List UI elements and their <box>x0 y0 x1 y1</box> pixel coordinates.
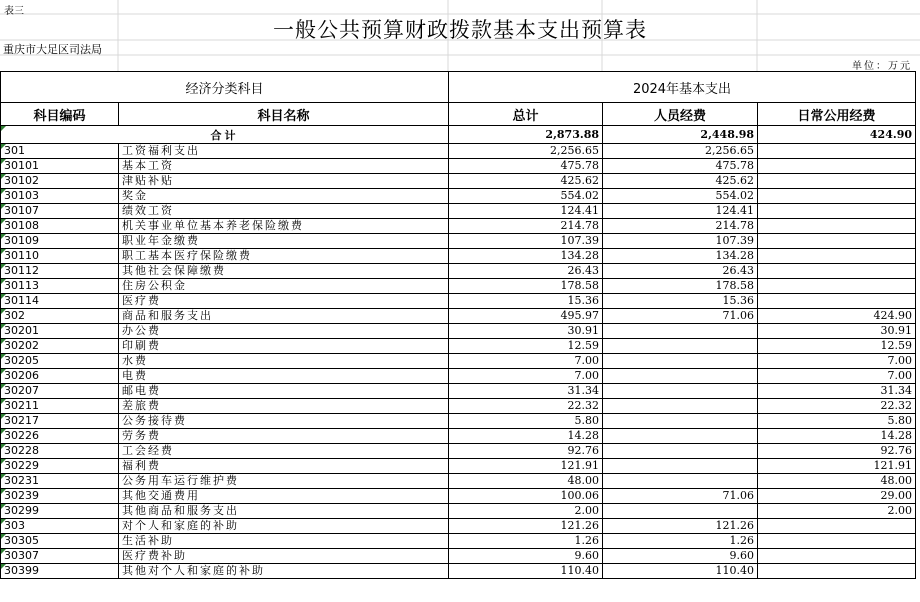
row-total: 26.43 <box>449 264 603 279</box>
row-public <box>758 294 916 309</box>
row-total: 48.00 <box>449 474 603 489</box>
row-public <box>758 189 916 204</box>
row-code: 30112 <box>1 264 119 279</box>
row-personnel: 71.06 <box>603 309 758 324</box>
table-row <box>1 474 916 489</box>
name-column-header: 科目名称 <box>119 103 449 126</box>
row-code: 302 <box>1 309 119 324</box>
table-row <box>1 204 916 219</box>
row-public <box>758 204 916 219</box>
row-code: 30305 <box>1 534 119 549</box>
row-name: 差旅费 <box>119 399 449 414</box>
table-row <box>1 549 916 564</box>
row-name: 水费 <box>119 354 449 369</box>
row-total: 495.97 <box>449 309 603 324</box>
row-public <box>758 159 916 174</box>
row-public: 92.76 <box>758 444 916 459</box>
row-code: 30102 <box>1 174 119 189</box>
row-personnel: 110.40 <box>603 564 758 579</box>
table-row <box>1 174 916 189</box>
row-code: 30399 <box>1 564 119 579</box>
personnel-column-header: 人员经费 <box>603 103 758 126</box>
table-row <box>1 159 916 174</box>
row-name: 工资福利支出 <box>119 144 449 159</box>
table-row <box>1 414 916 429</box>
row-personnel <box>603 459 758 474</box>
row-code: 30217 <box>1 414 119 429</box>
row-total: 475.78 <box>449 159 603 174</box>
row-public: 2.00 <box>758 504 916 519</box>
row-public <box>758 234 916 249</box>
row-personnel: 15.36 <box>603 294 758 309</box>
row-code: 30114 <box>1 294 119 309</box>
row-total: 124.41 <box>449 204 603 219</box>
row-personnel: 2,256.65 <box>603 144 758 159</box>
row-total: 12.59 <box>449 339 603 354</box>
row-total: 5.80 <box>449 414 603 429</box>
table-row <box>1 369 916 384</box>
row-personnel <box>603 339 758 354</box>
row-public: 22.32 <box>758 399 916 414</box>
row-name: 劳务费 <box>119 429 449 444</box>
row-total: 30.91 <box>449 324 603 339</box>
row-code: 30206 <box>1 369 119 384</box>
row-name: 邮电费 <box>119 384 449 399</box>
table-row <box>1 144 916 159</box>
row-personnel: 425.62 <box>603 174 758 189</box>
row-code: 30202 <box>1 339 119 354</box>
table-row <box>1 429 916 444</box>
row-name: 商品和服务支出 <box>119 309 449 324</box>
table-row <box>1 519 916 534</box>
row-total: 554.02 <box>449 189 603 204</box>
table-row <box>1 534 916 549</box>
row-name: 福利费 <box>119 459 449 474</box>
row-code: 30201 <box>1 324 119 339</box>
year-group-header: 2024年基本支出 <box>449 72 916 103</box>
row-name: 公务接待费 <box>119 414 449 429</box>
row-public <box>758 534 916 549</box>
row-total: 7.00 <box>449 369 603 384</box>
totals-total: 2,873.88 <box>449 126 603 144</box>
row-public <box>758 549 916 564</box>
row-total: 7.00 <box>449 354 603 369</box>
row-total: 92.76 <box>449 444 603 459</box>
row-public: 5.80 <box>758 414 916 429</box>
row-code: 30109 <box>1 234 119 249</box>
table-row <box>1 324 916 339</box>
row-public: 121.91 <box>758 459 916 474</box>
row-name: 住房公积金 <box>119 279 449 294</box>
row-public: 424.90 <box>758 309 916 324</box>
row-total: 110.40 <box>449 564 603 579</box>
row-name: 其他对个人和家庭的补助 <box>119 564 449 579</box>
econ-group-header: 经济分类科目 <box>1 72 449 103</box>
row-personnel: 178.58 <box>603 279 758 294</box>
row-name: 奖金 <box>119 189 449 204</box>
table-row <box>1 444 916 459</box>
organization-name: 重庆市大足区司法局 <box>3 43 102 56</box>
row-public <box>758 249 916 264</box>
row-personnel <box>603 399 758 414</box>
row-code: 30113 <box>1 279 119 294</box>
row-code: 30107 <box>1 204 119 219</box>
row-total: 178.58 <box>449 279 603 294</box>
row-personnel: 121.26 <box>603 519 758 534</box>
table-row <box>1 459 916 474</box>
row-public <box>758 219 916 234</box>
row-public <box>758 174 916 189</box>
row-total: 425.62 <box>449 174 603 189</box>
row-name: 绩效工资 <box>119 204 449 219</box>
row-public <box>758 564 916 579</box>
row-name: 基本工资 <box>119 159 449 174</box>
row-public: 29.00 <box>758 489 916 504</box>
row-name: 津贴补贴 <box>119 174 449 189</box>
row-personnel: 71.06 <box>603 489 758 504</box>
row-total: 14.28 <box>449 429 603 444</box>
row-name: 其他交通费用 <box>119 489 449 504</box>
totals-public: 424.90 <box>758 126 916 144</box>
total-column-header: 总计 <box>449 103 603 126</box>
totals-row <box>1 126 916 144</box>
table-row <box>1 219 916 234</box>
row-code: 30239 <box>1 489 119 504</box>
row-name: 生活补助 <box>119 534 449 549</box>
table-row <box>1 234 916 249</box>
row-name: 印刷费 <box>119 339 449 354</box>
table-label: 表三 <box>4 6 24 17</box>
row-public: 7.00 <box>758 354 916 369</box>
row-personnel <box>603 474 758 489</box>
table-row <box>1 399 916 414</box>
table-row <box>1 354 916 369</box>
row-public: 12.59 <box>758 339 916 354</box>
row-personnel: 124.41 <box>603 204 758 219</box>
row-public <box>758 264 916 279</box>
row-total: 9.60 <box>449 549 603 564</box>
row-code: 30231 <box>1 474 119 489</box>
row-personnel: 107.39 <box>603 234 758 249</box>
row-code: 30228 <box>1 444 119 459</box>
row-code: 30110 <box>1 249 119 264</box>
row-name: 机关事业单位基本养老保险缴费 <box>119 219 449 234</box>
row-name: 其他社会保障缴费 <box>119 264 449 279</box>
table-row <box>1 189 916 204</box>
row-code: 30299 <box>1 504 119 519</box>
row-personnel: 475.78 <box>603 159 758 174</box>
row-total: 1.26 <box>449 534 603 549</box>
row-code: 30205 <box>1 354 119 369</box>
table-row <box>1 249 916 264</box>
row-public <box>758 519 916 534</box>
row-code: 30226 <box>1 429 119 444</box>
table-row <box>1 279 916 294</box>
row-name: 办公费 <box>119 324 449 339</box>
row-public: 30.91 <box>758 324 916 339</box>
table-row <box>1 264 916 279</box>
row-personnel: 1.26 <box>603 534 758 549</box>
row-public: 14.28 <box>758 429 916 444</box>
row-name: 职工基本医疗保险缴费 <box>119 249 449 264</box>
row-personnel: 554.02 <box>603 189 758 204</box>
header-row-columns <box>1 103 916 126</box>
row-personnel <box>603 384 758 399</box>
row-total: 107.39 <box>449 234 603 249</box>
row-personnel <box>603 429 758 444</box>
row-personnel <box>603 369 758 384</box>
row-name: 公务用车运行维护费 <box>119 474 449 489</box>
row-code: 30207 <box>1 384 119 399</box>
table-row <box>1 339 916 354</box>
row-personnel: 214.78 <box>603 219 758 234</box>
table-row <box>1 564 916 579</box>
row-total: 22.32 <box>449 399 603 414</box>
row-personnel <box>603 414 758 429</box>
row-personnel <box>603 354 758 369</box>
table-row <box>1 384 916 399</box>
row-total: 15.36 <box>449 294 603 309</box>
row-code: 30307 <box>1 549 119 564</box>
row-code: 30108 <box>1 219 119 234</box>
table-row <box>1 309 916 324</box>
row-public: 48.00 <box>758 474 916 489</box>
header-row-groups <box>1 72 916 103</box>
table-row <box>1 504 916 519</box>
row-total: 121.91 <box>449 459 603 474</box>
row-total: 121.26 <box>449 519 603 534</box>
totals-label: 合计 <box>1 126 449 144</box>
row-code: 30101 <box>1 159 119 174</box>
row-total: 2.00 <box>449 504 603 519</box>
row-public: 31.34 <box>758 384 916 399</box>
table-row <box>1 489 916 504</box>
row-total: 100.06 <box>449 489 603 504</box>
row-name: 其他商品和服务支出 <box>119 504 449 519</box>
row-total: 2,256.65 <box>449 144 603 159</box>
row-public: 7.00 <box>758 369 916 384</box>
row-name: 职业年金缴费 <box>119 234 449 249</box>
row-total: 214.78 <box>449 219 603 234</box>
table-row <box>1 294 916 309</box>
row-code: 30211 <box>1 399 119 414</box>
budget-table <box>0 71 916 579</box>
row-name: 医疗费补助 <box>119 549 449 564</box>
row-name: 工会经费 <box>119 444 449 459</box>
row-code: 303 <box>1 519 119 534</box>
row-personnel <box>603 444 758 459</box>
public-column-header: 日常公用经费 <box>758 103 916 126</box>
row-total: 134.28 <box>449 249 603 264</box>
code-column-header: 科目编码 <box>1 103 119 126</box>
totals-personnel: 2,448.98 <box>603 126 758 144</box>
row-name: 电费 <box>119 369 449 384</box>
row-personnel <box>603 504 758 519</box>
row-public <box>758 144 916 159</box>
page-title: 一般公共预算财政拨款基本支出预算表 <box>273 18 647 42</box>
unit-label: 单位：万元 <box>852 61 912 72</box>
row-personnel <box>603 324 758 339</box>
row-personnel: 26.43 <box>603 264 758 279</box>
row-name: 对个人和家庭的补助 <box>119 519 449 534</box>
row-code: 30229 <box>1 459 119 474</box>
row-personnel: 9.60 <box>603 549 758 564</box>
row-total: 31.34 <box>449 384 603 399</box>
row-public <box>758 279 916 294</box>
row-code: 30103 <box>1 189 119 204</box>
row-personnel: 134.28 <box>603 249 758 264</box>
row-name: 医疗费 <box>119 294 449 309</box>
row-code: 301 <box>1 144 119 159</box>
